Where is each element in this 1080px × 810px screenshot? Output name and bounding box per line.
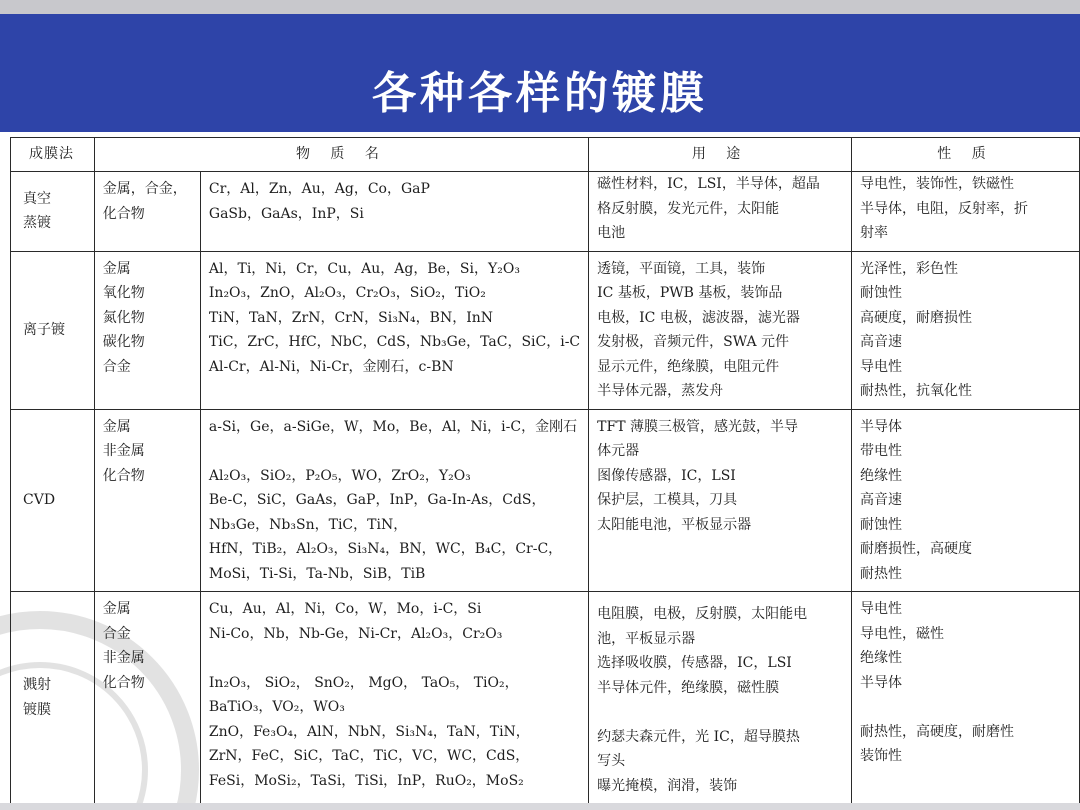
substance-cell: Cu，Au，Al，Ni，Co，W，Mo，i-C，Si Ni-Co，Nb，Nb-Ge，Ni-Cr，Al₂O₃，Cr₂O₃ In₂O₃， SiO₂， SnO₂， MgO， TaO₅， TiO₂， BaTiO₃，VO₂，WO₃ ZnO，Fe₃O₄，AlN，NbN，Si₃N₄，TaN，TiN， ZrN，FeC，SiC，TaC，TiC，VC，WC，CdS， FeSi，MoSi₂，TaSi，TiSi，InP，RuO₂，MoS₂ bbox=[200, 592, 588, 804]
substance-cell: Al，Ti，Ni，Cr，Cu，Au，Ag，Be，Si，Y₂O₃ In₂O₃，ZnO，Al₂O₃，Cr₂O₃，SiO₂，TiO₂ TiN，TaN，ZrN，CrN，Si₃N₄，BN，InN TiC，ZrC，HfC，NbC，CdS，Nb₃Ge，TaC，SiC，i-C Al-Cr，Al-Ni，Ni-Cr，金刚石，c-BN bbox=[200, 251, 588, 409]
property-cell: 导电性，装饰性，铁磁性 半导体，电阻，反射率，折 射率 bbox=[852, 172, 1080, 252]
property-cell: 导电性 导电性，磁性 绝缘性 半导体 耐热性，高硬度，耐磨性 装饰性 bbox=[852, 592, 1080, 804]
use-cell: TFT 薄膜三极管，感光鼓，半导 体元器 图像传感器，IC，LSI 保护层，工模具，刀具 太阳能电池，平板显示器 bbox=[589, 409, 852, 592]
type-cell: 金属 氧化物 氮化物 碳化物 合金 bbox=[94, 251, 200, 409]
method-cell: 溅射 镀膜 bbox=[11, 592, 95, 804]
table-header-row bbox=[11, 138, 1080, 172]
property-cell: 半导体 带电性 绝缘性 高音速 耐蚀性 耐磨损性，高硬度 耐热性 bbox=[852, 409, 1080, 592]
substance-cell: a-Si，Ge，a-SiGe，W，Mo，Be，Al，Ni，i-C，金刚石 Al₂O₃，SiO₂，P₂O₅，WO，ZrO₂，Y₂O₃ Be-C，SiC，GaAs，GaP，InP，Ga-In-As，CdS， Nb₃Ge，Nb₃Sn，TiC，TiN， HfN，TiB₂，Al₂O₃，Si₃N₄，BN，WC，B₄C，Cr-C， MoSi，Ti-Si，Ta-Nb，SiB，TiB bbox=[200, 409, 588, 592]
substance-cell: Cr，Al，Zn，Au，Ag，Co，GaP GaSb，GaAs，InP，Si bbox=[200, 172, 588, 252]
use-cell: 电阻膜，电极，反射膜，太阳能电 池，平板显示器 选择吸收膜，传感器，IC，LSI 半导体元件，绝缘膜，磁性膜 约瑟夫森元件，光 IC，超导膜热 写头 曝光掩模，润滑，装饰 bbox=[589, 592, 852, 804]
table-row bbox=[11, 172, 1080, 252]
type-cell: 金属 非金属 化合物 bbox=[94, 409, 200, 592]
table-row bbox=[11, 592, 1080, 804]
table-row bbox=[11, 409, 1080, 592]
coating-table bbox=[10, 137, 1080, 804]
col-header-substance: 物 质 名 bbox=[94, 138, 588, 172]
use-cell: 磁性材料，IC，LSI，半导体，超晶 格反射膜，发光元件，太阳能 电池 bbox=[589, 172, 852, 252]
method-cell: 真空 蒸镀 bbox=[11, 172, 95, 252]
type-cell: 金属 合金 非金属 化合物 bbox=[94, 592, 200, 804]
col-header-method: 成膜法 bbox=[11, 138, 95, 172]
type-cell: 金属，合金， 化合物 bbox=[94, 172, 200, 252]
col-header-use: 用 途 bbox=[589, 138, 852, 172]
use-cell: 透镜，平面镜，工具，装饰 IC 基板，PWB 基板，装饰品 电极，IC 电极，滤波器，滤光器 发射极，音频元件，SWA 元件 显示元件，绝缘膜，电阻元件 半导体元器，蒸发舟 bbox=[589, 251, 852, 409]
property-cell: 光泽性，彩色性 耐蚀性 高硬度，耐磨损性 高音速 导电性 耐热性，抗氧化性 bbox=[852, 251, 1080, 409]
window-top-bar bbox=[0, 0, 1080, 14]
method-cell: CVD bbox=[11, 409, 95, 592]
table-row bbox=[11, 251, 1080, 409]
method-cell: 离子镀 bbox=[11, 251, 95, 409]
slide-header bbox=[0, 14, 1080, 132]
col-header-property: 性 质 bbox=[852, 138, 1080, 172]
window-bottom-bar bbox=[0, 803, 1080, 810]
slide-title: 各种各样的镀膜 bbox=[372, 68, 708, 119]
